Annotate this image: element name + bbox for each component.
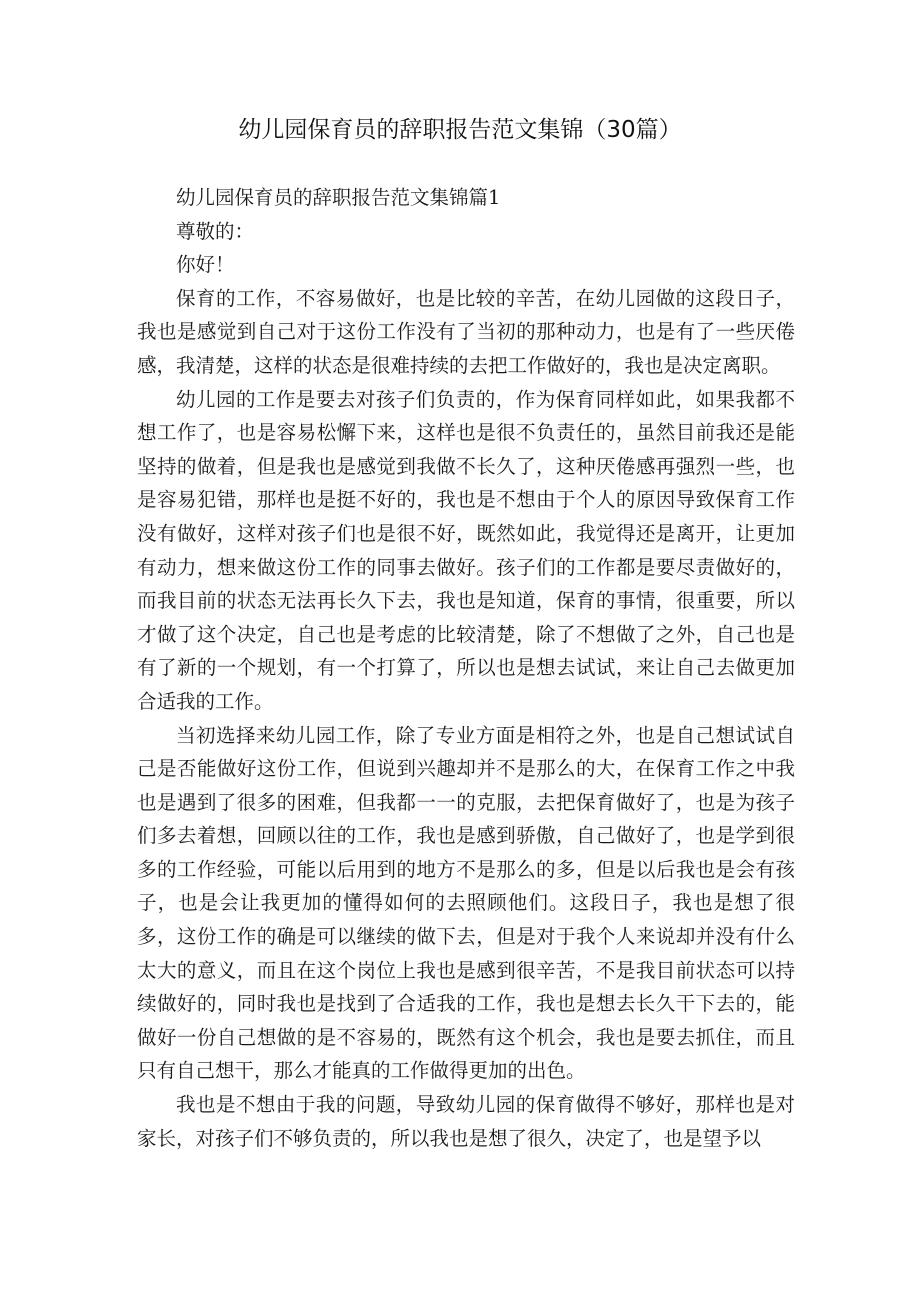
paragraph: 我也是不想由于我的问题，导致幼儿园的保育做得不够好，那样也是对家长，对孩子们不够负责的，所以我也是想了很久，决定了，也是望予以	[137, 1093, 795, 1150]
section-heading: 幼儿园保育员的辞职报告范文集锦篇1	[176, 186, 501, 209]
paragraph: 保育的工作，不容易做好，也是比较的辛苦，在幼儿园做的这段日子，我也是感觉到自己对于这份工作没有了当初的那种动力，也是有了一些厌倦感，我清楚，这样的状态是很难持续的去把工作做好的，我也是决定离职。	[137, 286, 795, 377]
document-body	[137, 181, 795, 1155]
paragraph: 当初选择来幼儿园工作，除了专业方面是相符之外，也是自己想试试自己是否能做好这份工作，但说到兴趣却并不是那么的大，在保育工作之中我也是遇到了很多的困难，但我都一一的克服，去把保育做好了，也是为孩子们多去着想，回顾以往的工作，我也是感到骄傲，自己做好了，也是学到很多的工作经验，可能以后用到的地方不是那么的多，但是以后我也是会有孩子，也是会让我更加的懂得如何的去照顾他们。这段日子，我也是想了很多，这份工作的确是可以继续的做下去，但是对于我个人来说却并没有什么太大的意义，而且在这个岗位上我也是感到很辛苦，不是我目前状态可以持续做好的，同时我也是找到了合适我的工作，我也是想去长久干下去的，能做好一份自己想做的是不容易的，既然有这个机会，我也是要去抓住，而且只有自己想干，那么才能真的工作做得更加的出色。	[137, 723, 795, 1083]
document-title: 幼儿园保育员的辞职报告范文集锦（30篇）	[238, 117, 682, 143]
paragraph: 幼儿园的工作是要去对孩子们负责的，作为保育同样如此，如果我都不想工作了，也是容易松懈下来，这样也是很不负责任的，虽然目前我还是能坚持的做着，但是我也是感觉到我做不长久了，这种厌倦感再强烈一些，也是容易犯错，那样也是挺不好的，我也是不想由于个人的原因导致保育工作没有做好，这样对孩子们也是很不好，既然如此，我觉得还是离开，让更加有动力，想来做这份工作的同事去做好。孩子们的工作都是要尽责做好的，而我目前的状态无法再长久下去，我也是知道，保育的事情，很重要，所以才做了这个决定，自己也是考虑的比较清楚，除了不想做了之外，自己也是有了新的一个规划，有一个打算了，所以也是想去试试，来让自己去做更加合适我的工作。	[137, 387, 795, 713]
salutation: 尊敬的：	[176, 219, 255, 243]
greeting: 你好！	[176, 253, 235, 277]
